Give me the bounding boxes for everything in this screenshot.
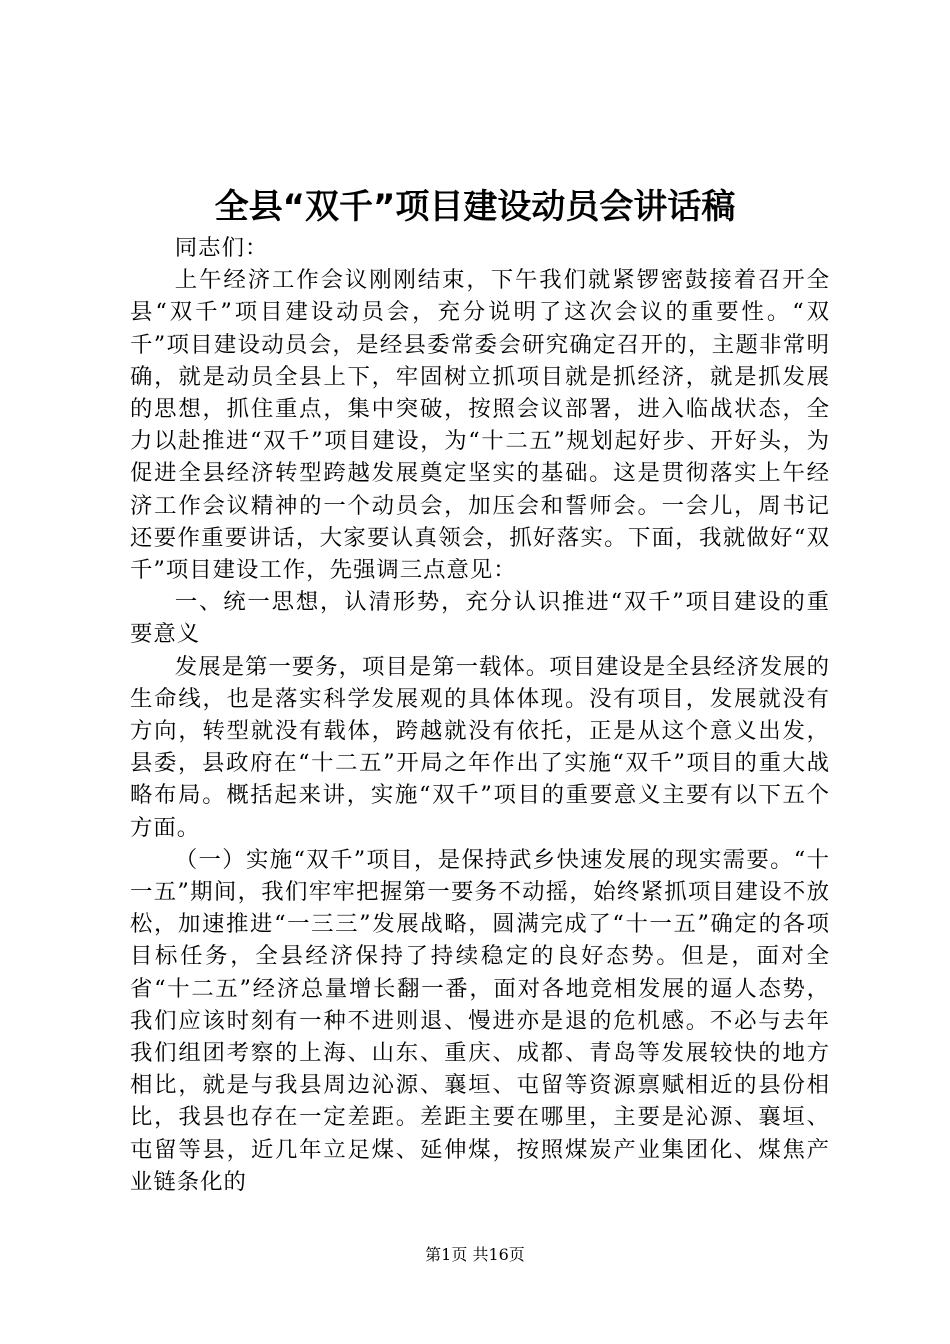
salutation: 同志们： — [174, 235, 269, 261]
paragraph-intro: 上午经济工作会议刚刚结束，下午我们就紧锣密鼓接着召开全县“双千”项目建设动员会，充分说明了这次会议的重要性。“双千”项目建设动员会，是经县委常委会研究确定召开的，主题非常明确，就是动员全县上下，牢固树立抓项目就是抓经济，就是抓发展的思想，抓住重点，集中突破，按照会议部署，进入临战状态，全力以赴推进“双千”项目建设，为“十二五”规划起好步、开好头，为促进全县经济转型跨越发展奠定坚实的基础。这是贯彻落实上午经济工作会议精神的一个动员会，加压会和誓师会。一会儿，周书记还要作重要讲话，大家要认真领会，抓好落实。下面，我就做好“双千”项目建设工作，先强调三点意见： — [130, 267, 830, 584]
paragraph-point-1: （一）实施“双千”项目，是保持武乡快速发展的现实需要。“十一五”期间，我们牢牢把握第一要务不动摇，始终紧抓项目建设不放松，加速推进“一三三”发展战略，圆满完成了“十一五”确定的各项目标任务，全县经济保持了持续稳定的良好态势。但是，面对全省“十二五”经济总量增长翻一番，面对各地竞相发展的逼人态势，我们应该时刻有一种不进则退、慢进亦是退的危机感。不必与去年我们组团考察的上海、山东、重庆、成都、青岛等发展较快的地方相比，就是与我县周边沁源、襄垣、屯留等资源禀赋相近的县份相比，我县也存在一定差距。差距主要在哪里，主要是沁源、襄垣、屯留等县，近几年立足煤、延伸煤，按照煤炭产业集团化、煤焦产业链条化的 — [130, 846, 830, 1195]
section-heading-1: 一、统一思想，认清形势，充分认识推进“双千”项目建设的重要意义 — [130, 589, 830, 648]
page-footer — [0, 1244, 950, 1266]
document-title: 全县“双千”项目建设动员会讲话稿 — [214, 187, 736, 227]
document-body — [130, 232, 830, 1198]
paragraph-significance: 发展是第一要务，项目是第一载体。项目建设是全县经济发展的生命线，也是落实科学发展观的具体体现。没有项目，发展就没有方向，转型就没有载体，跨越就没有依托，正是从这个意义出发，县委，县政府在“十二五”开局之年作出了实施“双千”项目的重大战略布局。概括起来讲，实施“双千”项目的重要意义主要有以下五个方面。 — [130, 653, 830, 841]
page-number: 第1页 共16页 — [425, 1245, 525, 1264]
